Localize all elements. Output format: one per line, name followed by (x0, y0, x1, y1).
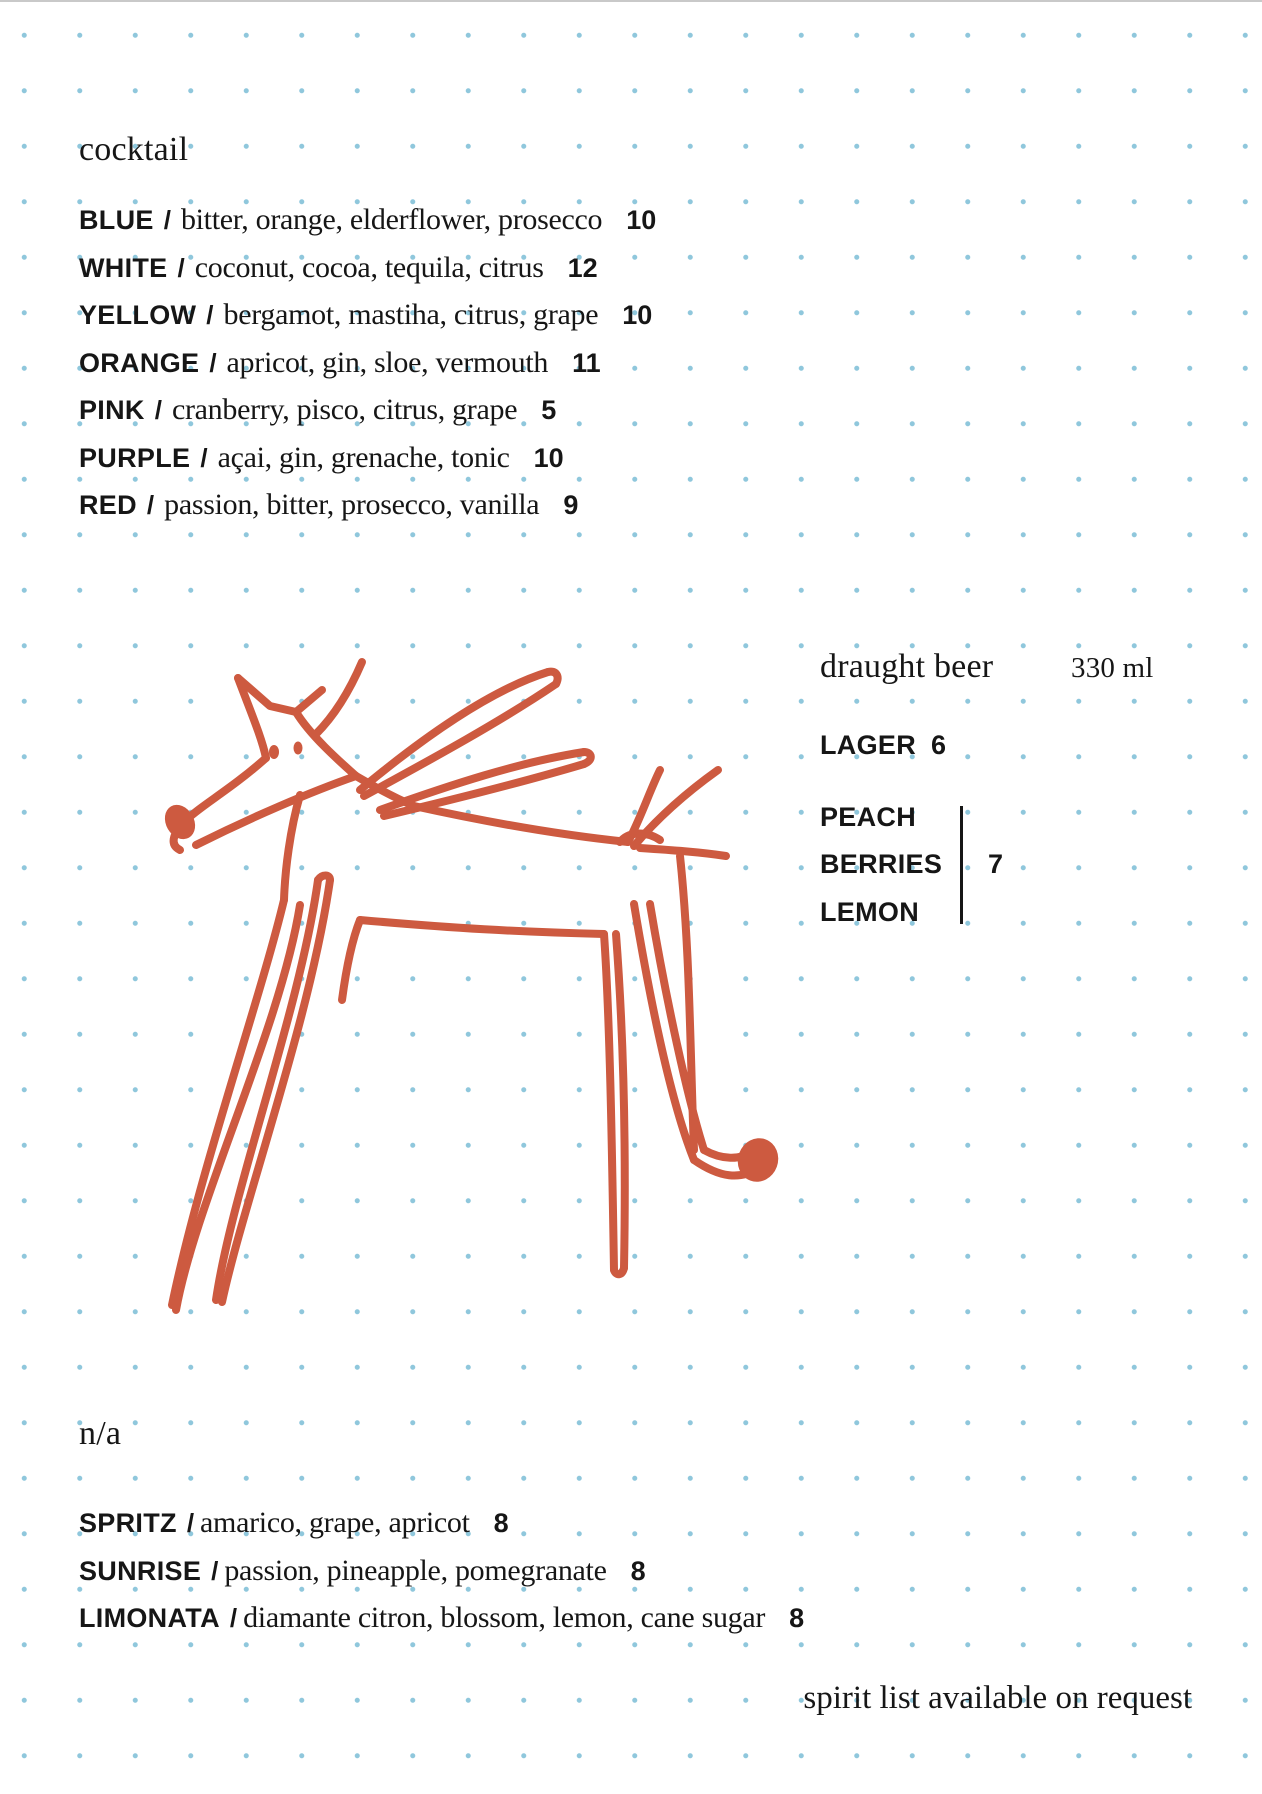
menu-item (79, 251, 656, 299)
item-price: 11 (572, 347, 601, 378)
item-name: LIMONATA (79, 1603, 220, 1633)
item-description: apricot, gin, sloe, vermouth (226, 345, 549, 379)
item-price: 8 (630, 1555, 646, 1586)
item-description: cranberry, pisco, citrus, grape (171, 393, 518, 426)
item-name: YELLOW (79, 300, 197, 330)
item-name: WHITE (79, 252, 168, 283)
menu-item (79, 488, 656, 536)
cocktail-heading: cocktail (79, 131, 189, 168)
item-price: 9 (563, 490, 579, 520)
item-name: ORANGE (79, 347, 200, 378)
item-name: PINK (79, 395, 145, 425)
item-description: bergamot, mastiha, citrus, grape (223, 298, 599, 331)
menu-item (79, 393, 656, 441)
item-separator: / (209, 347, 217, 378)
na-heading: n/a (79, 1415, 122, 1452)
na-list (79, 1506, 804, 1649)
item-price: 12 (567, 252, 598, 283)
beer-flavour-peach: PEACH (820, 802, 917, 832)
beer-flavoured-price: 7 (988, 849, 1004, 879)
dog-illustration-icon (150, 640, 800, 1340)
item-separator: / (163, 205, 171, 235)
spirit-list-note: spirit list available on request (803, 1680, 1192, 1716)
beer-lager-name: LAGER (820, 730, 916, 760)
item-separator: / (206, 300, 214, 330)
menu-item (79, 298, 656, 346)
item-separator: / (211, 1555, 219, 1586)
beer-volume: 330 ml (1071, 652, 1154, 684)
menu-item (79, 1601, 804, 1649)
item-description: coconut, cocoa, tequila, citrus (194, 250, 544, 284)
item-price: 10 (622, 300, 653, 330)
item-separator: / (186, 1508, 195, 1538)
item-separator: / (154, 395, 162, 425)
page-top-border (0, 0, 1262, 2)
item-name: RED (79, 490, 137, 520)
beer-flavour-berries: BERRIES (820, 849, 943, 879)
menu-item (79, 346, 656, 394)
item-separator: / (229, 1603, 238, 1633)
item-price: 8 (789, 1603, 805, 1633)
item-description: diamante citron, blossom, lemon, cane sugar (243, 1601, 766, 1634)
item-description: passion, pineapple, pomegranate (224, 1553, 607, 1587)
menu-item (79, 1506, 804, 1554)
item-name: SPRITZ (79, 1508, 177, 1538)
item-price: 10 (533, 442, 564, 473)
item-name: BLUE (79, 205, 154, 235)
item-description: passion, bitter, prosecco, vanilla (164, 488, 540, 521)
beer-flavour-lemon: LEMON (820, 897, 919, 927)
item-name: PURPLE (79, 442, 191, 473)
beer-group-bracket (960, 806, 963, 924)
item-price: 8 (493, 1508, 509, 1538)
item-description: açai, gin, grenache, tonic (217, 440, 510, 474)
item-separator: / (146, 490, 155, 520)
beer-lager-price: 6 (931, 730, 947, 760)
beer-heading: draught beer (820, 648, 994, 685)
item-separator: / (200, 442, 208, 473)
item-separator: / (177, 252, 185, 283)
cocktail-list (79, 203, 656, 536)
item-description: bitter, orange, elderflower, prosecco (180, 203, 603, 236)
menu-item (79, 1554, 804, 1602)
menu-item (79, 203, 656, 251)
item-price: 10 (626, 205, 657, 235)
item-description: amarico, grape, apricot (200, 1506, 470, 1539)
menu-item (79, 441, 656, 489)
item-price: 5 (541, 395, 557, 425)
item-name: SUNRISE (79, 1555, 202, 1586)
